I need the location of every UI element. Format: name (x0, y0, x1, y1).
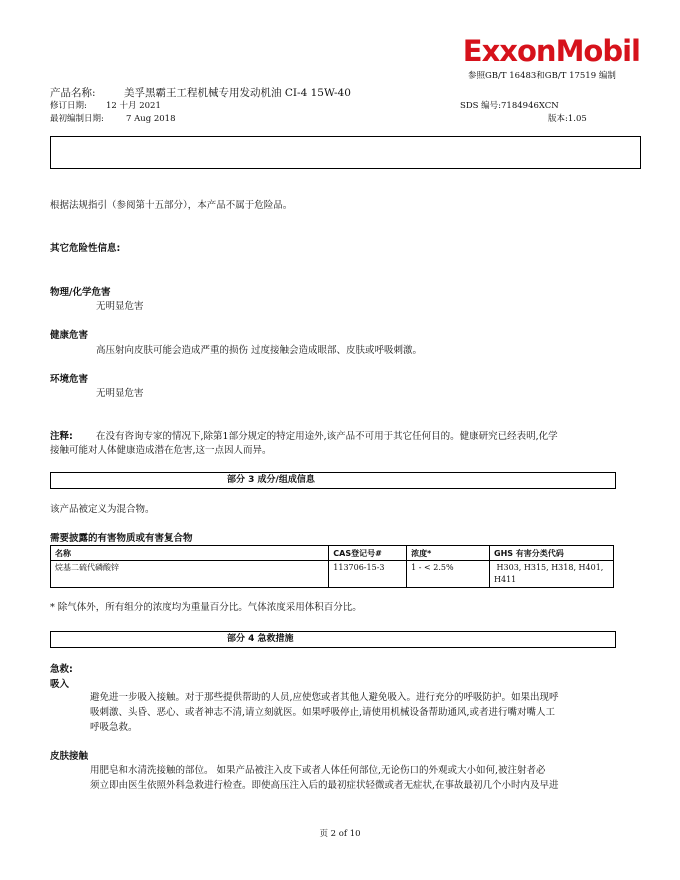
health-hazard-text: 高压射向皮肤可能会造成严重的损伤 过度接触会造成眼部、皮肤或呼吸刺激。 (96, 345, 423, 356)
environment-hazard-text: 无明显危害 (96, 388, 144, 399)
section-4-header (50, 631, 616, 648)
hazardous-substances-title: 需要披露的有害物质或有害复合物 (50, 533, 193, 544)
standard-reference: 参照GB/T 16483和GB/T 17519 编制 (468, 71, 616, 81)
concentration-footnote: * 除气体外，所有组分的浓度均为重量百分比。气体浓度采用体积百分比。 (50, 602, 362, 613)
skin-contact-line-2: 须立即由医生依照外科急救进行检查。即使高压注入后的最初症状轻微或者无症状,在事故最初几个小时内及早进 (90, 780, 559, 791)
col-name-header: 名称 (51, 546, 329, 561)
physical-hazard-text: 无明显危害 (96, 301, 144, 312)
environment-hazard-title: 环境危害 (50, 374, 89, 385)
col-concentration-header: 浓度* (407, 546, 490, 561)
health-hazard-title: 健康危害 (50, 330, 89, 341)
component-cas: 113706-15-3 (329, 561, 407, 588)
composition-table (50, 545, 614, 588)
skin-contact-line-1: 用肥皂和水清洗接触的部位。 如果产品被注入皮下或者人体任何部位,无论伤口的外观或大小如何,被注射者必 (90, 765, 546, 776)
ghs-codes-line-2: H411 (494, 575, 517, 584)
sds-number: SDS 编号:7184946XCN (460, 101, 559, 111)
inhalation-title: 吸入 (50, 679, 70, 690)
exxonmobil-logo: ExxonMobil (462, 34, 640, 68)
component-name: 烷基二硫代磷酸锌 (51, 561, 329, 588)
note-line-1: 在没有咨询专家的情况下,除第1部分规定的特定用途外,该产品不可用于其它任何目的。健康研究已经表明,化学 (96, 431, 558, 442)
revised-date-label: 修订日期: (50, 101, 87, 111)
first-date-label: 最初编制日期: (50, 114, 104, 124)
inhalation-line-3: 呼吸急救。 (90, 722, 138, 733)
other-hazards-title: 其它危险性信息: (50, 243, 121, 254)
note-line-2: 接触可能对人体健康造成潜在危害,这一点因人而异。 (50, 445, 272, 456)
inhalation-line-1: 避免进一步吸入接触。对于那些提供帮助的人员,应使您或者其他人避免吸入。进行充分的呼吸防护。如果出现呼 (90, 692, 559, 703)
component-ghs (490, 561, 614, 588)
col-cas-header: CAS登记号# (329, 546, 407, 561)
section-4-title: 部分 4 急救措施 (227, 634, 294, 644)
product-name: 美孚黑霸王工程机械专用发动机油 CI-4 15W-40 (124, 87, 351, 99)
component-concentration: 1 - < 2.5% (407, 561, 490, 588)
first-date: 7 Aug 2018 (126, 114, 176, 124)
revised-date: 12 十月 2021 (106, 101, 161, 111)
note-label: 注释: (50, 431, 73, 442)
ghs-codes-line-1: H303, H315, H318, H401, (494, 563, 604, 572)
page-number: 页 2 of 10 (319, 829, 361, 839)
mixture-intro: 该产品被定义为混合物。 (50, 504, 155, 515)
inhalation-line-2: 吸刺激、头昏、恶心、或者神志不清,请立刻就医。如果呼吸停止,请使用机械设备帮助通风,或者进行嘴对嘴人工 (90, 707, 556, 718)
section-3-title: 部分 3 成分/组成信息 (227, 475, 315, 485)
physical-hazard-title: 物理/化学危害 (50, 287, 111, 298)
classification-text: 根据法规指引（参阅第十五部分），本产品不属于危险品。 (50, 200, 293, 211)
table-header-row (51, 546, 614, 561)
version: 版本:1.05 (548, 114, 587, 124)
product-name-label: 产品名称: (50, 87, 96, 99)
section-3-header (50, 472, 616, 489)
col-ghs-header: GHS 有害分类代码 (490, 546, 614, 561)
first-aid-title: 急救: (50, 664, 73, 675)
table-row (51, 561, 614, 588)
skin-contact-title: 皮肤接触 (50, 751, 89, 762)
header-empty-box (50, 136, 641, 169)
